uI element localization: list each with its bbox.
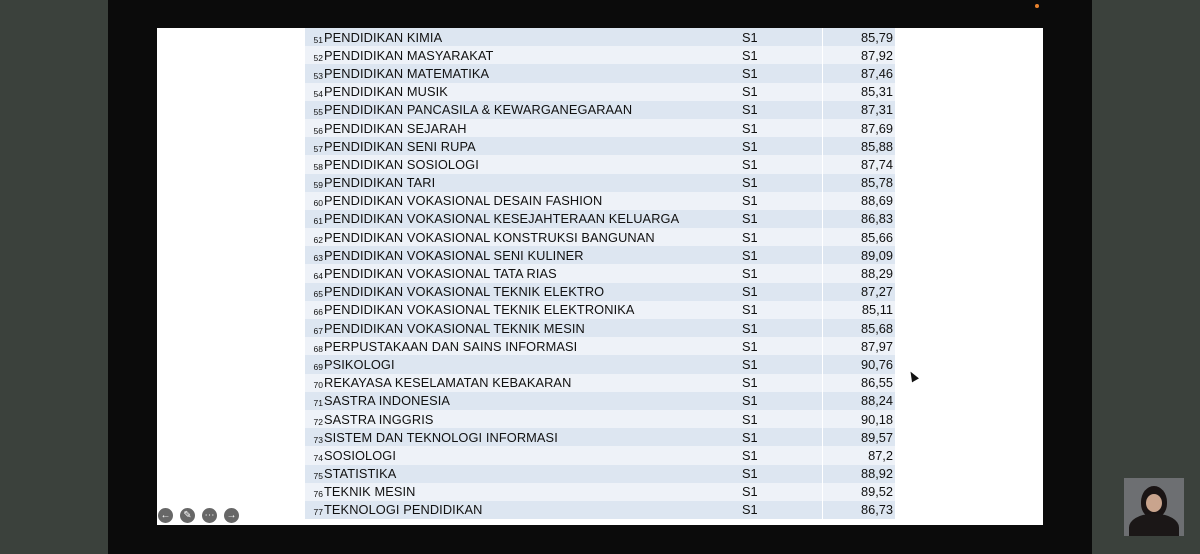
table-row: [305, 283, 895, 301]
arrow-right-icon[interactable]: →: [224, 508, 239, 523]
program-name: PENDIDIKAN VOKASIONAL TATA RIAS: [324, 266, 557, 282]
table-row: [305, 155, 895, 173]
score-value: 86,83: [860, 211, 893, 227]
program-name: PENDIDIKAN VOKASIONAL DESAIN FASHION: [324, 193, 603, 209]
row-number: 59: [313, 180, 323, 191]
row-number: 70: [313, 380, 323, 391]
score-value: 89,57: [860, 429, 893, 445]
score-value: 86,73: [860, 502, 893, 518]
degree-level: S1: [742, 411, 758, 427]
slide: [157, 28, 1043, 525]
row-number: 76: [313, 489, 323, 500]
program-name: SISTEM DAN TEKNOLOGI INFORMASI: [324, 429, 558, 445]
degree-level: S1: [742, 229, 758, 245]
degree-level: S1: [742, 175, 758, 191]
row-number: 69: [313, 361, 323, 372]
row-number: 56: [313, 125, 323, 136]
table-row: [305, 174, 895, 192]
more-icon[interactable]: ⋯: [202, 508, 217, 523]
program-name: TEKNOLOGI PENDIDIKAN: [324, 502, 483, 518]
score-value: 87,74: [860, 156, 893, 172]
table-row: [305, 355, 895, 373]
program-name: PENDIDIKAN VOKASIONAL TEKNIK MESIN: [324, 320, 585, 336]
row-number: 57: [313, 143, 323, 154]
row-number: 75: [313, 471, 323, 482]
program-name: SASTRA INGGRIS: [324, 411, 434, 427]
degree-level: S1: [742, 393, 758, 409]
table-row: [305, 192, 895, 210]
table-row: [305, 337, 895, 355]
score-value: 88,24: [860, 393, 893, 409]
table-row: [305, 228, 895, 246]
degree-level: S1: [742, 466, 758, 482]
score-value: 85,68: [860, 320, 893, 336]
row-number: 68: [313, 343, 323, 354]
degree-level: S1: [742, 302, 758, 318]
table-row: [305, 301, 895, 319]
degree-level: S1: [742, 320, 758, 336]
score-value: 85,79: [860, 29, 893, 45]
program-name: PENDIDIKAN SOSIOLOGI: [324, 156, 479, 172]
program-name: PENDIDIKAN MUSIK: [324, 84, 448, 100]
table-row: [305, 119, 895, 137]
degree-level: S1: [742, 120, 758, 136]
row-number: 65: [313, 289, 323, 300]
score-value: 87,27: [860, 284, 893, 300]
program-name: PENDIDIKAN VOKASIONAL SENI KULINER: [324, 247, 584, 263]
program-name: PENDIDIKAN KIMIA: [324, 29, 443, 45]
program-name: PENDIDIKAN VOKASIONAL TEKNIK ELEKTRONIKA: [324, 302, 635, 318]
table-row: [305, 410, 895, 428]
row-number: 54: [313, 89, 323, 100]
degree-level: S1: [742, 102, 758, 118]
score-value: 85,66: [860, 229, 893, 245]
score-value: 88,29: [860, 266, 893, 282]
program-name: PENDIDIKAN PANCASILA & KEWARGANEGARAAN: [324, 102, 633, 118]
program-name: PENDIDIKAN VOKASIONAL KESEJAHTERAAN KELUARGA: [324, 211, 680, 227]
program-name: SOSIOLOGI: [324, 447, 397, 463]
program-name: PENDIDIKAN SENI RUPA: [324, 138, 476, 154]
score-value: 90,18: [860, 411, 893, 427]
degree-level: S1: [742, 375, 758, 391]
program-name: PENDIDIKAN MASYARAKAT: [324, 47, 494, 63]
table-row: [305, 428, 895, 446]
pen-icon[interactable]: ✎: [180, 508, 195, 523]
arrow-left-icon[interactable]: ←: [158, 508, 173, 523]
row-number: 61: [313, 216, 323, 227]
degree-level: S1: [742, 266, 758, 282]
degree-level: S1: [742, 138, 758, 154]
row-number: 63: [313, 252, 323, 263]
degree-level: S1: [742, 338, 758, 354]
score-value: 85,78: [860, 175, 893, 191]
row-number: 66: [313, 307, 323, 318]
table-row: [305, 392, 895, 410]
row-number: 73: [313, 434, 323, 445]
row-number: 55: [313, 107, 323, 118]
program-name: PENDIDIKAN SEJARAH: [324, 120, 467, 136]
score-value: 87,69: [860, 120, 893, 136]
program-name: REKAYASA KESELAMATAN KEBAKARAN: [324, 375, 572, 391]
program-name: STATISTIKA: [324, 466, 397, 482]
row-number: 53: [313, 70, 323, 81]
score-value: 87,46: [860, 65, 893, 81]
score-value: 85,11: [861, 302, 893, 318]
score-value: 87,92: [860, 47, 893, 63]
program-name: PENDIDIKAN VOKASIONAL TEKNIK ELEKTRO: [324, 284, 605, 300]
table-row: [305, 319, 895, 337]
row-number: 64: [313, 271, 323, 282]
table-row: [305, 374, 895, 392]
program-name: PENDIDIKAN TARI: [324, 175, 436, 191]
table-row: [305, 246, 895, 264]
table-row: [305, 501, 895, 519]
row-number: 74: [313, 452, 323, 463]
score-value: 85,31: [860, 84, 893, 100]
score-value: 89,09: [860, 247, 893, 263]
table-row: [305, 83, 895, 101]
table-row: [305, 264, 895, 282]
table-row: [305, 46, 895, 64]
table-row: [305, 64, 895, 82]
score-value: 90,76: [860, 356, 893, 372]
row-number: 71: [313, 398, 323, 409]
score-value: 87,97: [860, 338, 893, 354]
degree-level: S1: [742, 447, 758, 463]
table-row: [305, 465, 895, 483]
row-number: 51: [313, 34, 323, 45]
table-row: [305, 28, 895, 46]
degree-level: S1: [742, 429, 758, 445]
score-value: 88,92: [860, 466, 893, 482]
degree-level: S1: [742, 84, 758, 100]
program-name: TEKNIK MESIN: [324, 484, 416, 500]
degree-level: S1: [742, 247, 758, 263]
table-row: [305, 137, 895, 155]
program-name: PERPUSTAKAAN DAN SAINS INFORMASI: [324, 338, 578, 354]
table-row: [305, 210, 895, 228]
score-value: 87,2: [868, 447, 893, 463]
degree-level: S1: [742, 47, 758, 63]
degree-level: S1: [742, 29, 758, 45]
degree-level: S1: [742, 502, 758, 518]
slide-navigation: [158, 508, 239, 523]
degree-level: S1: [742, 156, 758, 172]
score-value: 89,52: [860, 484, 893, 500]
webcam-person-face: [1146, 494, 1162, 512]
webcam-thumbnail[interactable]: [1124, 478, 1184, 536]
program-name: PENDIDIKAN MATEMATIKA: [324, 65, 490, 81]
degree-level: S1: [742, 484, 758, 500]
row-number: 77: [313, 507, 323, 518]
degree-level: S1: [742, 284, 758, 300]
row-number: 52: [313, 52, 323, 63]
program-score-table: [305, 28, 895, 519]
row-number: 62: [313, 234, 323, 245]
degree-level: S1: [742, 193, 758, 209]
table-row: [305, 446, 895, 464]
score-value: 86,55: [860, 375, 893, 391]
score-value: 85,88: [860, 138, 893, 154]
program-name: PENDIDIKAN VOKASIONAL KONSTRUKSI BANGUNAN: [324, 229, 655, 245]
table-row: [305, 101, 895, 119]
right-background-band: [1092, 0, 1200, 554]
degree-level: S1: [742, 356, 758, 372]
degree-level: S1: [742, 211, 758, 227]
degree-level: S1: [742, 65, 758, 81]
program-name: PSIKOLOGI: [324, 356, 395, 372]
recording-indicator-dot: [1035, 4, 1039, 8]
table-row: [305, 483, 895, 501]
webcam-person-body: [1129, 514, 1179, 536]
row-number: 67: [313, 325, 323, 336]
row-number: 58: [313, 161, 323, 172]
row-number: 72: [313, 416, 323, 427]
row-number: 60: [313, 198, 323, 209]
program-name: SASTRA INDONESIA: [324, 393, 451, 409]
left-background-band: [0, 0, 108, 554]
score-value: 88,69: [860, 193, 893, 209]
score-value: 87,31: [860, 102, 893, 118]
